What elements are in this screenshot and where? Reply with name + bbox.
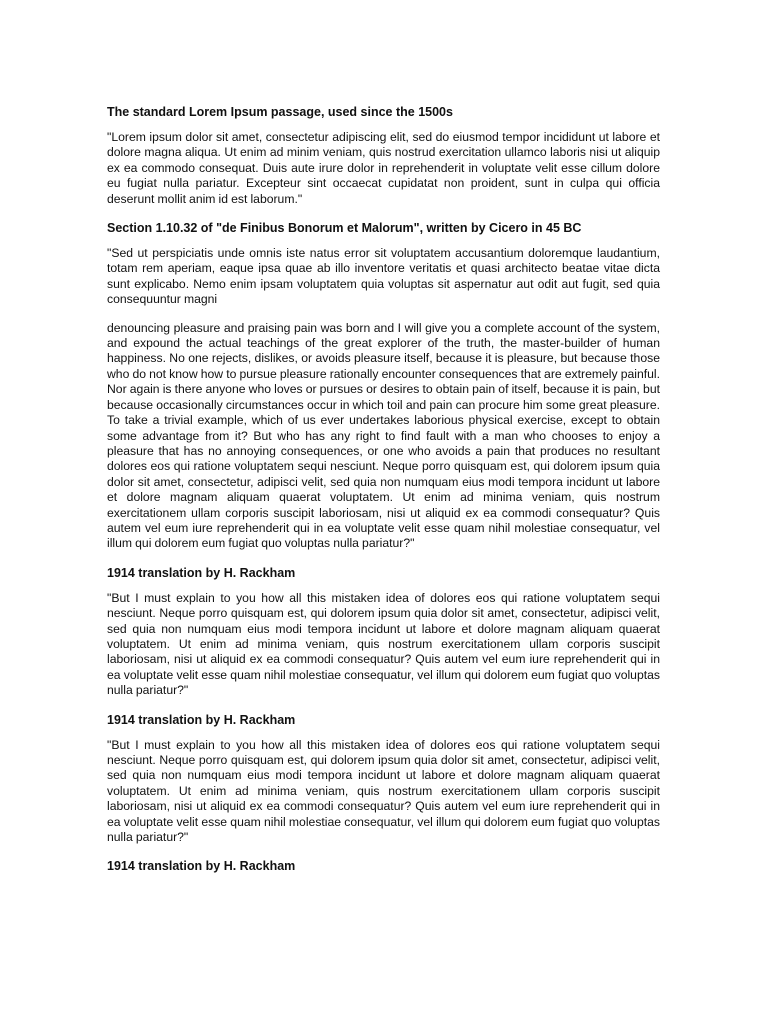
paragraph: "But I must explain to you how all this mistaken idea of dolores eos qui ratione voluptatem sequi nesciunt. Neque porro quisquam est, qui dolorem ipsum quia dolor sit amet, consectetur, adipisci velit, sed quia non numquam eius modi tempora incidunt ut labore et dolore magnam aliquam quaerat voluptatem. Ut enim ad minima veniam, quis nostrum exercitationem ullam corporis suscipit laboriosam, nisi ut aliquid ex ea commodi consequatur? Quis autem vel eum iure reprehenderit qui in ea voluptate velit esse quam nihil molestiae consequatur, vel illum qui dolorem eum fugiat quo voluptas nulla pariatur?" [107,737,660,845]
section-standard-passage [107,104,660,207]
section-heading: 1914 translation by H. Rackham [107,565,296,580]
section-1-10-32 [107,220,660,552]
section-heading: 1914 translation by H. Rackham [107,712,296,727]
paragraph: "But I must explain to you how all this mistaken idea of dolores eos qui ratione voluptatem sequi nesciunt. Neque porro quisquam est, qui dolorem ipsum quia dolor sit amet, consectetur, adipisci velit, sed quia non numquam eius modi tempora incidunt ut labore et dolore magnam aliquam quaerat voluptatem. Ut enim ad minima veniam, quis nostrum exercitationem ullam corporis suscipit laboriosam, nisi ut aliquid ex ea commodi consequatur? Quis autem vel eum iure reprehenderit qui in ea voluptate velit esse quam nihil molestiae consequatur, vel illum qui dolorem eum fugiat quo voluptas nulla pariatur?" [107,590,660,698]
section-rackham-translation-2 [107,712,660,846]
section-rackham-translation-1 [107,565,660,699]
paragraph: denouncing pleasure and praising pain was born and I will give you a complete account of the system, and expound the actual teachings of the great explorer of the truth, the master-builder of human happiness. No one rejects, dislikes, or avoids pleasure itself, because it is pleasure, but because those who do not know how to pursue pleasure rationally encounter consequences that are extremely painful. Nor again is there anyone who loves or pursues or desires to obtain pain of itself, because it is pain, but because occasionally circumstances occur in which toil and pain can procure him some great pleasure. To take a trivial example, which of us ever undertakes laborious physical exercise, except to obtain some advantage from it? But who has any right to find fault with a man who chooses to enjoy a pleasure that has no annoying consequences, or one who avoids a pain that produces no resultant dolores eos qui ratione voluptatem sequi nesciunt. Neque porro quisquam est, qui dolorem ipsum quia dolor sit amet, consectetur, adipisci velit, sed quia non numquam eius modi tempora incidunt ut labore et dolore magnam aliquam quaerat voluptatem. Ut enim ad minima veniam, quis nostrum exercitationem ullam corporis suscipit laboriosam, nisi ut aliquid ex ea commodi consequatur? Quis autem vel eum iure reprehenderit qui in ea voluptate velit esse quam nihil molestiae consequatur, vel illum qui dolorem eum fugiat quo voluptas nulla pariatur?" [107,320,660,551]
section-heading: Section 1.10.32 of "de Finibus Bonorum et Malorum", written by Cicero in 45 BC [107,221,582,236]
section-heading: 1914 translation by H. Rackham [107,859,296,874]
paragraph: "Lorem ipsum dolor sit amet, consectetur adipiscing elit, sed do eiusmod tempor incididunt ut labore et dolore magna aliqua. Ut enim ad minim veniam, quis nostrud exercitation ullamco laboris nisi ut aliquip ex ea commodo consequat. Duis aute irure dolor in reprehenderit in voluptate velit esse cillum dolore eu fugiat nulla pariatur. Excepteur sint occaecat cupidatat non proident, sunt in culpa qui officia deserunt mollit anim id est laborum." [107,130,660,206]
paragraph: "Sed ut perspiciatis unde omnis iste natus error sit voluptatem accusantium doloremque laudantium, totam rem aperiam, eaque ipsa quae ab illo inventore veritatis et quasi architecto beatae vitae dicta sunt explicabo. Nemo enim ipsam voluptatem quia voluptas sit aspernatur aut odit aut fugit, sed quia consequuntur magni [107,246,660,307]
section-rackham-translation-3 [107,858,660,874]
document-page [107,104,660,884]
section-heading: The standard Lorem Ipsum passage, used since the 1500s [107,105,453,119]
